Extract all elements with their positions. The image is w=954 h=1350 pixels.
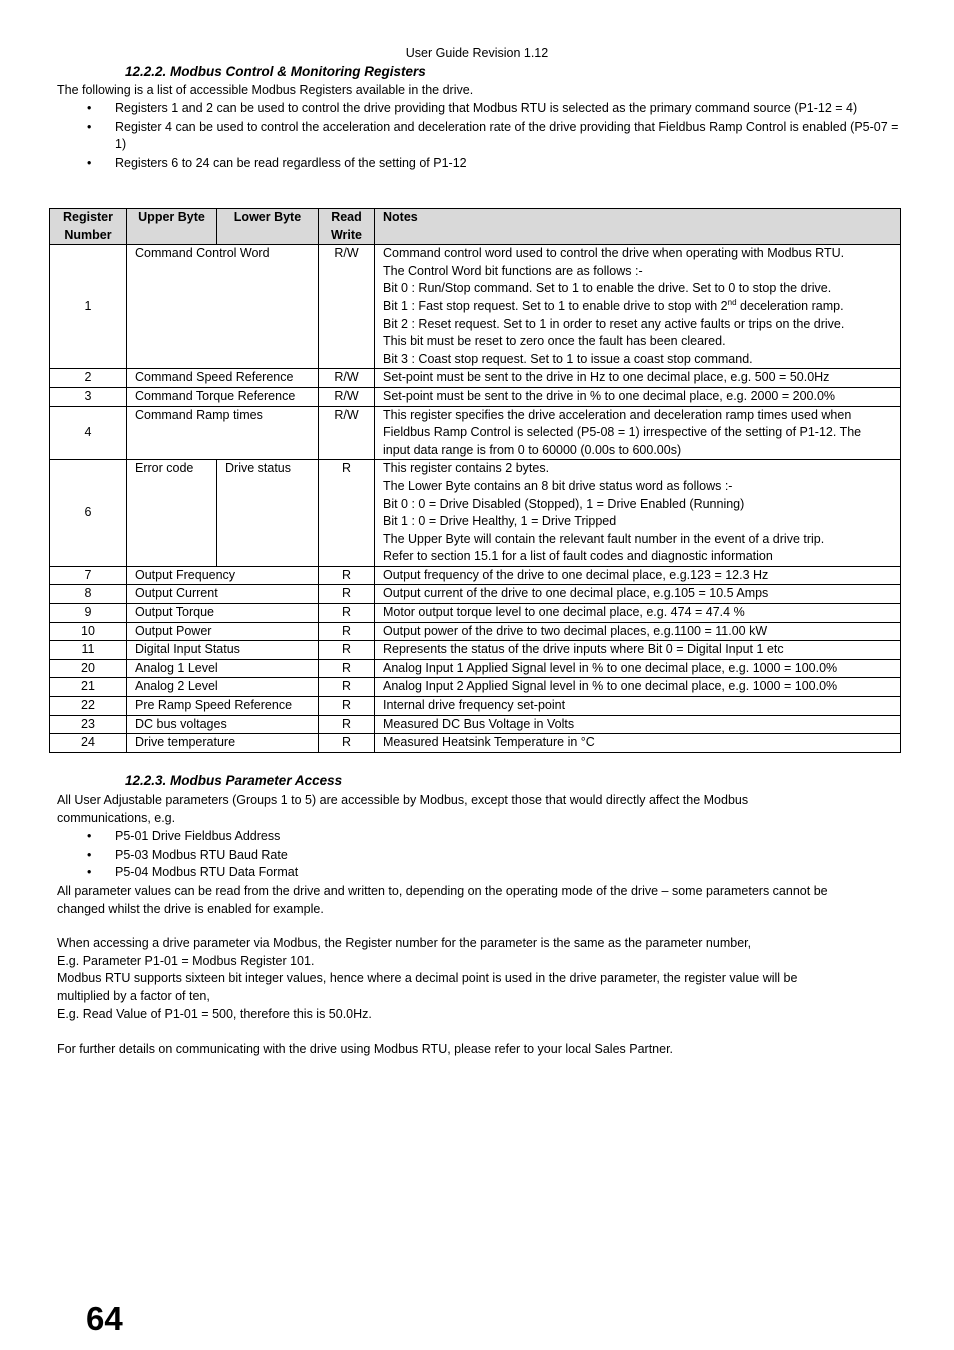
rw-cell: R/W xyxy=(319,406,375,460)
col-header-read-write: Read Write xyxy=(319,209,375,245)
description-cell: Command Torque Reference xyxy=(127,387,319,406)
description-cell: Drive temperature xyxy=(127,734,319,753)
register-cell: 20 xyxy=(50,659,127,678)
register-cell: 24 xyxy=(50,734,127,753)
page-number: 64 xyxy=(86,1300,123,1337)
col-header-lower-byte: Lower Byte xyxy=(217,209,319,245)
register-cell: 1 xyxy=(50,245,127,369)
notes-cell: Internal drive frequency set-point xyxy=(375,697,901,716)
modbus-register-table xyxy=(49,208,901,753)
register-bullet-list xyxy=(57,100,902,173)
bullet-icon: • xyxy=(87,156,92,171)
notes-cell: Output current of the drive to one decimal place, e.g.105 = 10.5 Amps xyxy=(375,585,901,604)
rw-cell: R xyxy=(319,604,375,623)
bullet-icon: • xyxy=(87,847,92,862)
table-row xyxy=(50,734,901,753)
list-item: • P5-01 Drive Fieldbus Address xyxy=(57,828,902,846)
list-item: • Registers 6 to 24 can be read regardless of the setting of P1-12 xyxy=(57,155,902,173)
notes-cell: Output frequency of the drive to one decimal place, e.g.123 = 12.3 Hz xyxy=(375,566,901,585)
description-cell: Output Power xyxy=(127,622,319,641)
table-row xyxy=(50,245,901,369)
list-item: • Register 4 can be used to control the acceleration and deceleration rate of the drive providing that Fieldbus Ramp Control is enabled (P5-07 = 1) xyxy=(87,119,899,152)
table-row xyxy=(50,585,901,604)
parameter-bullet-list xyxy=(57,828,902,882)
section-intro: The following is a list of accessible Modbus Registers available in the drive. xyxy=(57,83,474,97)
rw-cell: R xyxy=(319,622,375,641)
table-row xyxy=(50,697,901,716)
description-cell: Pre Ramp Speed Reference xyxy=(127,697,319,716)
lower-byte-cell: Drive status xyxy=(217,460,319,567)
rw-cell: R xyxy=(319,460,375,567)
table-row xyxy=(50,566,901,585)
register-cell: 9 xyxy=(50,604,127,623)
notes-cell: Analog Input 1 Applied Signal level in % to one decimal place, e.g. 1000 = 100.0% xyxy=(375,659,901,678)
paragraph-further-details: For further details on communicating with the drive using Modbus RTU, please refer to your local Sales Partner. xyxy=(57,1042,674,1056)
notes-cell: Output power of the drive to two decimal places, e.g.1100 = 11.00 kW xyxy=(375,622,901,641)
notes-cell: Set-point must be sent to the drive in Hz to one decimal place, e.g. 500 = 50.0Hz xyxy=(375,369,901,388)
description-cell: Command Ramp times xyxy=(127,406,319,460)
description-cell: Analog 1 Level xyxy=(127,659,319,678)
table-header-row xyxy=(50,209,901,245)
notes-cell: Analog Input 2 Applied Signal level in % to one decimal place, e.g. 1000 = 100.0% xyxy=(375,678,901,697)
description-cell: Analog 2 Level xyxy=(127,678,319,697)
paragraph-register-mapping: When accessing a drive parameter via Modbus, the Register number for the parameter is the same as the parameter number, E.g. Parameter P1-01 = Modbus Register 101. Modbus RTU supports sixteen bit integer values, hence where a decimal point is used in the drive parameter, the register value will be multiplied by a factor of ten, E.g. Read Value of P1-01 = 500, therefore this is 50.0Hz. xyxy=(57,936,798,1021)
col-header-upper-byte: Upper Byte xyxy=(127,209,217,245)
page-header: User Guide Revision 1.12 xyxy=(405,46,549,60)
section-heading-parameter-access: 12.2.3. Modbus Parameter Access xyxy=(125,773,343,788)
rw-cell: R xyxy=(319,641,375,660)
notes-cell: Measured DC Bus Voltage in Volts xyxy=(375,715,901,734)
table-row xyxy=(50,622,901,641)
description-cell: DC bus voltages xyxy=(127,715,319,734)
register-cell: 10 xyxy=(50,622,127,641)
description-cell: Command Control Word xyxy=(127,245,319,369)
col-header-notes: Notes xyxy=(375,209,901,245)
rw-cell: R xyxy=(319,566,375,585)
table-row xyxy=(50,387,901,406)
table-row xyxy=(50,641,901,660)
register-cell: 23 xyxy=(50,715,127,734)
rw-cell: R xyxy=(319,585,375,604)
col-header-register: Register Number xyxy=(50,209,127,245)
register-cell: 21 xyxy=(50,678,127,697)
rw-cell: R xyxy=(319,734,375,753)
rw-cell: R xyxy=(319,697,375,716)
register-cell: 6 xyxy=(50,460,127,567)
notes-cell: This register contains 2 bytes. The Lower Byte contains an 8 bit drive status word as follows :- Bit 0 : 0 = Drive Disabled (Stopped), 1 = Drive Enabled (Running) Bit 1 : 0 = Drive Healthy, 1 = Drive Tripped The Upper Byte will contain the relevant fault number in the event of a drive trip. Refer to section 15.1 for a list of fault codes and diagnostic information xyxy=(375,460,901,567)
rw-cell: R/W xyxy=(319,245,375,369)
rw-cell: R xyxy=(319,678,375,697)
register-cell: 8 xyxy=(50,585,127,604)
list-item: • P5-04 Modbus RTU Data Format xyxy=(57,864,902,882)
paragraph-read-write: All parameter values can be read from the drive and written to, depending on the operating mode of the drive – some parameters cannot be changed whilst the drive is enabled for example. xyxy=(57,884,828,916)
table-row xyxy=(50,678,901,697)
rw-cell: R xyxy=(319,659,375,678)
register-cell: 2 xyxy=(50,369,127,388)
param-intro: All User Adjustable parameters (Groups 1 to 5) are accessible by Modbus, except those that would directly affect the Modbus communications, e.g. xyxy=(57,793,749,825)
rw-cell: R/W xyxy=(319,369,375,388)
notes-cell: Command control word used to control the drive when operating with Modbus RTU. The Control Word bit functions are as follows :- Bit 0 : Run/Stop command. Set to 1 to enable the drive. Set to 0 to stop the drive. Bit 1 : Fast stop request. Set to 1 to enable drive to stop with 2nd deceleration ramp. Bit 2 : Reset request. Set to 1 in order to reset any active faults or trips on the drive. This bit must be reset to zero once the fault has been cleared. Bit 3 : Coast stop request. Set to 1 to issue a coast stop command. xyxy=(375,245,901,369)
notes-cell: Motor output torque level to one decimal place, e.g. 474 = 47.4 % xyxy=(375,604,901,623)
table-row xyxy=(50,406,901,460)
register-cell: 7 xyxy=(50,566,127,585)
description-cell: Output Current xyxy=(127,585,319,604)
description-cell: Command Speed Reference xyxy=(127,369,319,388)
bullet-icon: • xyxy=(87,119,92,134)
section-heading-registers: 12.2.2. Modbus Control & Monitoring Registers xyxy=(125,64,426,79)
rw-cell: R xyxy=(319,715,375,734)
table-row xyxy=(50,604,901,623)
register-cell: 22 xyxy=(50,697,127,716)
description-cell: Digital Input Status xyxy=(127,641,319,660)
table-row xyxy=(50,659,901,678)
table-row xyxy=(50,369,901,388)
register-cell: 11 xyxy=(50,641,127,660)
notes-cell: Measured Heatsink Temperature in °C xyxy=(375,734,901,753)
upper-byte-cell: Error code xyxy=(127,460,217,567)
notes-cell: Set-point must be sent to the drive in % to one decimal place, e.g. 2000 = 200.0% xyxy=(375,387,901,406)
bullet-icon: • xyxy=(87,829,92,843)
bullet-icon: • xyxy=(87,865,92,880)
table-row xyxy=(50,460,901,567)
description-cell: Output Frequency xyxy=(127,566,319,585)
table-row xyxy=(50,715,901,734)
list-item: • Registers 1 and 2 can be used to control the drive providing that Modbus RTU is selected as the primary command source (P1-12 = 4) xyxy=(57,100,902,118)
notes-cell: Represents the status of the drive inputs where Bit 0 = Digital Input 1 etc xyxy=(375,641,901,660)
notes-cell: This register specifies the drive acceleration and deceleration ramp times used when Fieldbus Ramp Control is selected (P5-08 = 1) irrespective of the setting of P1-12. The input data range is from 0 to 60000 (0.00s to 600.00s) xyxy=(375,406,901,460)
register-cell: 4 xyxy=(50,406,127,460)
register-cell: 3 xyxy=(50,387,127,406)
rw-cell: R/W xyxy=(319,387,375,406)
list-item: • P5-03 Modbus RTU Baud Rate xyxy=(57,847,902,865)
bullet-icon: • xyxy=(87,101,92,115)
description-cell: Output Torque xyxy=(127,604,319,623)
